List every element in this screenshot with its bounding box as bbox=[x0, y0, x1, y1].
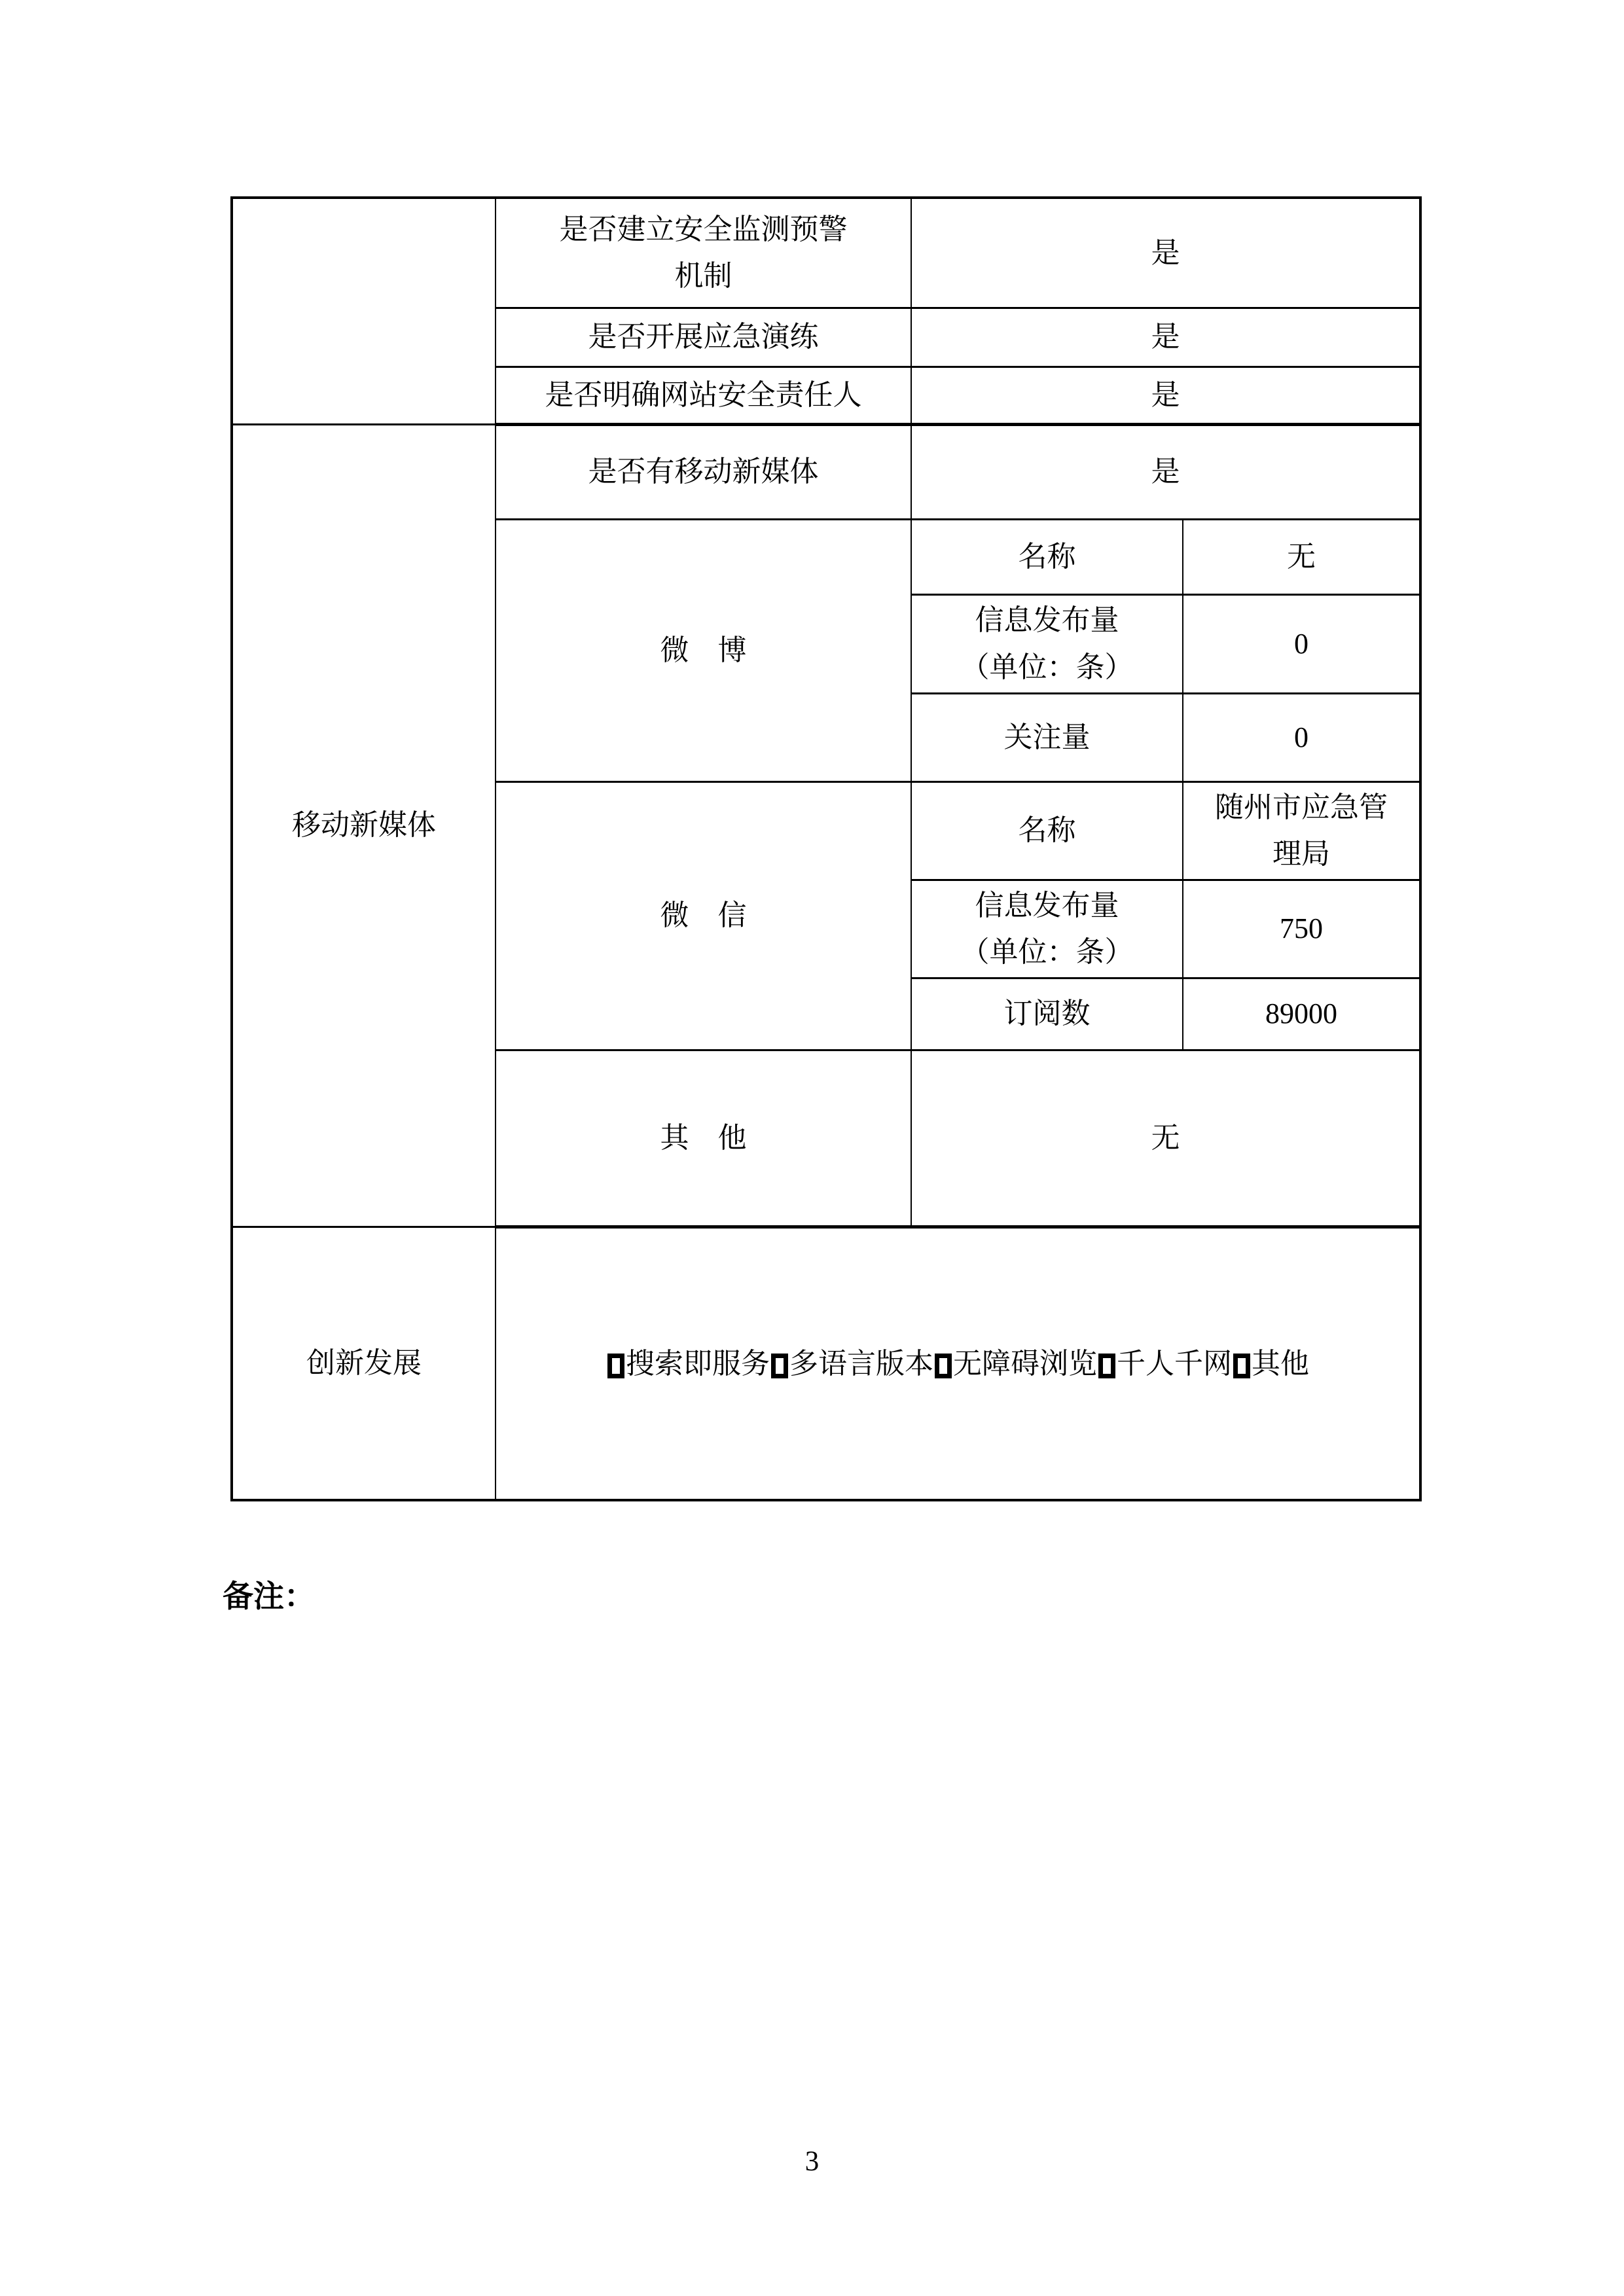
security-monitoring-value: 是 bbox=[911, 198, 1420, 308]
notes-label: 备注： bbox=[223, 1579, 315, 1613]
innovation-option-search-label: 搜索即服务 bbox=[626, 1347, 770, 1380]
weibo-label: 微 博 bbox=[496, 519, 911, 781]
emergency-drill-label: 是否开展应急演练 bbox=[496, 308, 911, 367]
checkbox-accessibility-icon bbox=[935, 1354, 952, 1378]
weibo-posts-value: 0 bbox=[1183, 594, 1420, 693]
wechat-name-value-text: 随州市应急管理局 bbox=[1215, 791, 1388, 870]
has-mobile-media-value: 是 bbox=[911, 424, 1420, 519]
innovation-option-other bbox=[1232, 1348, 1309, 1380]
innovation-option-search bbox=[606, 1348, 770, 1380]
security-monitoring-label bbox=[496, 198, 911, 308]
weibo-followers-value: 0 bbox=[1183, 693, 1420, 781]
innovation-option-multilang-label: 多语言版本 bbox=[789, 1347, 933, 1380]
innovation-section-label: 创新发展 bbox=[232, 1227, 496, 1500]
wechat-posts-label-line1: 信息发布量 bbox=[975, 889, 1119, 922]
wechat-posts-label-line2: （单位：条） bbox=[960, 936, 1134, 968]
security-responsible-person-value: 是 bbox=[911, 367, 1420, 424]
wechat-subscribers-value: 89000 bbox=[1183, 978, 1420, 1050]
report-table bbox=[230, 196, 1422, 1501]
wechat-name-label: 名称 bbox=[911, 781, 1183, 880]
weibo-name-value: 无 bbox=[1183, 519, 1420, 594]
innovation-option-other-label: 其他 bbox=[1252, 1347, 1309, 1380]
weibo-name-label: 名称 bbox=[911, 519, 1183, 594]
checkbox-search-icon bbox=[607, 1354, 624, 1378]
wechat-posts-label bbox=[911, 880, 1183, 978]
other-media-value: 无 bbox=[911, 1050, 1420, 1227]
wechat-label: 微 信 bbox=[496, 781, 911, 1050]
security-monitoring-label-text: 是否建立安全监测预警机制 bbox=[559, 213, 848, 293]
wechat-name-value bbox=[1183, 781, 1420, 880]
checkbox-multilang-icon bbox=[771, 1354, 788, 1378]
checkbox-other-icon bbox=[1233, 1354, 1250, 1378]
left-section-cell-empty bbox=[232, 198, 496, 424]
checkbox-personalized-icon bbox=[1098, 1354, 1115, 1378]
wechat-posts-value: 750 bbox=[1183, 880, 1420, 978]
innovation-option-multilang bbox=[770, 1348, 933, 1380]
weibo-posts-label-line2: （单位：条） bbox=[960, 651, 1134, 683]
weibo-followers-label: 关注量 bbox=[911, 693, 1183, 781]
innovation-option-accessibility bbox=[933, 1348, 1097, 1380]
security-responsible-person-label: 是否明确网站安全责任人 bbox=[496, 367, 911, 424]
innovation-option-personalized-label: 千人千网 bbox=[1117, 1347, 1232, 1380]
innovation-options-cell bbox=[496, 1227, 1420, 1500]
page-number: 3 bbox=[804, 2146, 820, 2177]
report-table-wrap bbox=[230, 196, 1422, 1501]
mobile-media-section-label: 移动新媒体 bbox=[232, 424, 496, 1227]
weibo-posts-label bbox=[911, 594, 1183, 693]
weibo-posts-label-line1: 信息发布量 bbox=[975, 604, 1119, 637]
innovation-option-personalized bbox=[1097, 1348, 1232, 1380]
emergency-drill-value: 是 bbox=[911, 308, 1420, 367]
has-mobile-media-label: 是否有移动新媒体 bbox=[496, 424, 911, 519]
other-media-label: 其 他 bbox=[496, 1050, 911, 1227]
innovation-option-accessibility-label: 无障碍浏览 bbox=[953, 1347, 1097, 1380]
wechat-subscribers-label: 订阅数 bbox=[911, 978, 1183, 1050]
